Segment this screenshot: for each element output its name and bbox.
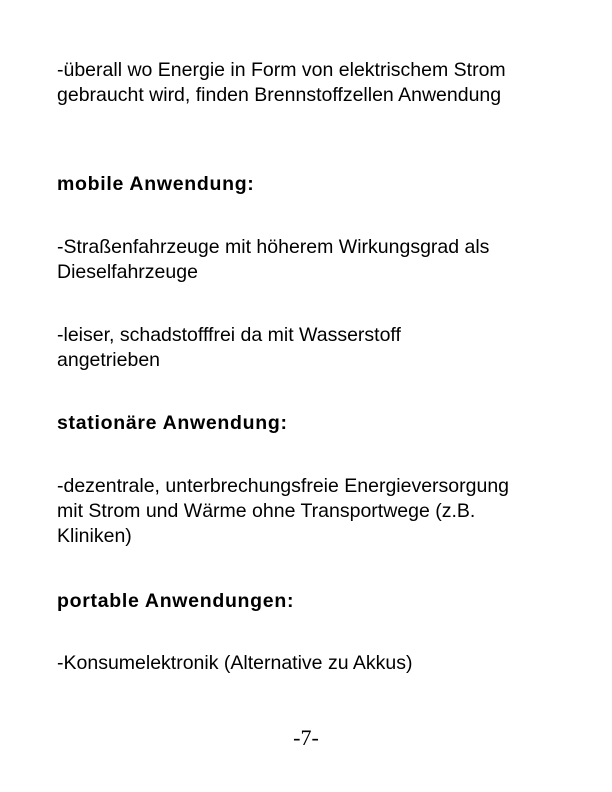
paragraph-road-vehicles: [57, 235, 532, 285]
heading-stationary-application: [57, 411, 557, 436]
page-number: -7-: [293, 725, 319, 750]
heading-portable-text: portable Anwendungen:: [57, 590, 295, 612]
paragraph-quieter: [57, 323, 487, 373]
intro-text: -überall wo Energie in Form von elektrischem Strom gebraucht wird, finden Brennstoffzellen Anwendung: [57, 59, 506, 106]
decentralized-supply-text: -dezentrale, unterbrechungsfreie Energieversorgung mit Strom und Wärme ohne Transportwege (z.B. Kliniken): [57, 475, 510, 547]
road-vehicles-text: -Straßenfahrzeuge mit höherem Wirkungsgrad als Dieselfahrzeuge: [57, 236, 490, 283]
heading-stationary-text: stationäre Anwendung:: [57, 412, 288, 434]
paragraph-consumer-electronics: [57, 651, 557, 676]
intro-paragraph: [57, 58, 527, 108]
consumer-electronics-text: -Konsumelektronik (Alternative zu Akkus): [57, 652, 413, 674]
paragraph-decentralized-supply: [57, 474, 532, 549]
heading-portable-applications: [57, 589, 557, 614]
heading-mobile-application: [57, 172, 557, 197]
heading-mobile-text: mobile Anwendung:: [57, 173, 255, 195]
quieter-text: -leiser, schadstofffrei da mit Wasserstoff angetrieben: [57, 324, 401, 371]
